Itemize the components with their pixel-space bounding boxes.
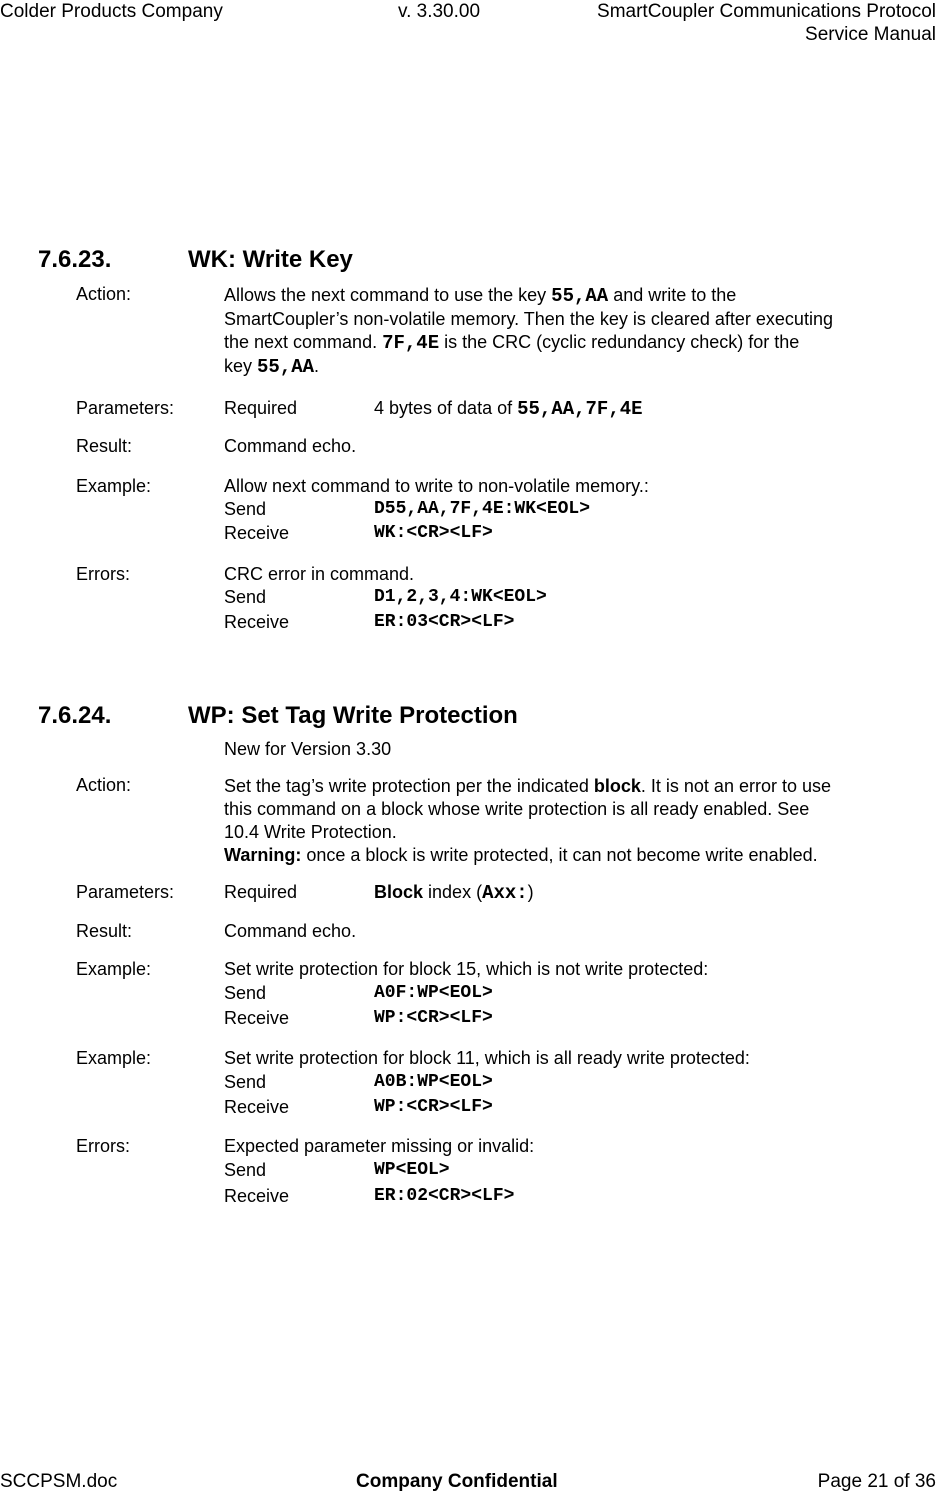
- wk-example-text: Allow next command to write to non-volatile memory.:: [224, 476, 649, 496]
- wp-example2-send-label: Send: [224, 1072, 267, 1092]
- wp-action-text: Set the tag’s write protection per the indicated block. It is not an error to use this command on a block whose write protection is all ready enabled. See 10.4 Write Protection. Warning: once a block is write protected, it can not become write enabled.: [224, 776, 831, 865]
- footer-filename: SCCPSM.doc: [0, 1471, 118, 1492]
- wp-example1-receive: WP:<CR><LF>: [374, 1008, 493, 1028]
- wp-example1-receive-label: Receive: [224, 1008, 290, 1028]
- wp-example1-send: A0F:WP<EOL>: [374, 983, 493, 1003]
- wp-warning-label: Warning:: [224, 845, 302, 865]
- wk-params-text: 4 bytes of data of 55,AA,7F,4E: [374, 398, 643, 420]
- section-number-wk: 7.6.23.: [38, 246, 112, 273]
- wp-params-required: Required: [224, 882, 298, 902]
- wk-errors-receive-label: Receive: [224, 612, 290, 632]
- wk-errors-send-label: Send: [224, 587, 267, 607]
- wp-example2-send: A0B:WP<EOL>: [374, 1072, 493, 1092]
- wk-params-data: 55,AA,7F,4E: [517, 398, 643, 420]
- footer-confidential: Company Confidential: [356, 1471, 558, 1492]
- wp-params-label: Parameters:: [76, 882, 175, 902]
- wp-errors-receive-label: Receive: [224, 1186, 290, 1206]
- wk-errors-text: CRC error in command.: [224, 564, 415, 584]
- wp-example1-label: Example:: [76, 959, 152, 979]
- wp-errors-send: WP<EOL>: [374, 1160, 450, 1180]
- wk-errors-receive: ER:03<CR><LF>: [374, 612, 515, 632]
- section-title-wk: WK: Write Key: [188, 246, 353, 273]
- wp-result-text: Command echo.: [224, 921, 357, 941]
- wp-errors-label: Errors:: [76, 1136, 130, 1156]
- wp-example2-receive: WP:<CR><LF>: [374, 1097, 493, 1117]
- wk-example-receive: WK:<CR><LF>: [374, 523, 493, 543]
- header-company: Colder Products Company: [0, 1, 223, 22]
- section-title-wp: WP: Set Tag Write Protection: [188, 702, 518, 729]
- wk-example-receive-label: Receive: [224, 523, 290, 543]
- wp-example1-send-label: Send: [224, 983, 267, 1003]
- header-title: [597, 0, 936, 46]
- wk-example-send-label: Send: [224, 499, 267, 519]
- wp-errors-send-label: Send: [224, 1160, 267, 1180]
- wp-params-text: Block index (Axx:): [374, 882, 534, 904]
- wk-example-send: D55,AA,7F,4E:WK<EOL>: [374, 499, 591, 519]
- wp-errors-receive: ER:02<CR><LF>: [374, 1186, 515, 1206]
- wk-example-label: Example:: [76, 476, 152, 496]
- wk-params-label: Parameters:: [76, 398, 175, 418]
- wk-action-crc: 7F,4E: [382, 332, 440, 354]
- wk-action-key: 55,AA: [551, 285, 609, 307]
- header-title-line1: SmartCoupler Communications Protocol: [597, 1, 936, 22]
- wp-errors-text: Expected parameter missing or invalid:: [224, 1136, 535, 1156]
- wk-action-text: Allows the next command to use the key 55,AA and write to the SmartCoupler’s non-volatile memory. Then the key is cleared after executing the next command. 7F,4E is the CRC (cyclic redundancy check) for the key 55,AA.: [224, 285, 833, 378]
- wk-result-text: Command echo.: [224, 436, 357, 456]
- wk-result-label: Result:: [76, 436, 133, 456]
- wp-example2-text: Set write protection for block 11, which is all ready write protected:: [224, 1048, 750, 1068]
- wk-errors-send: D1,2,3,4:WK<EOL>: [374, 587, 547, 607]
- wp-example1-text: Set write protection for block 15, which is not write protected:: [224, 959, 709, 979]
- wp-example2-label: Example:: [76, 1048, 152, 1068]
- wk-action-key-2: 55,AA: [257, 356, 315, 378]
- wp-action-label: Action:: [76, 775, 132, 795]
- wp-action-block: block: [593, 776, 641, 796]
- section-number-wp: 7.6.24.: [38, 702, 112, 729]
- header-title-line2: Service Manual: [805, 24, 936, 45]
- wp-result-label: Result:: [76, 921, 133, 941]
- footer-page: Page 21 of 36: [817, 1471, 936, 1492]
- header-version: v. 3.30.00: [398, 1, 481, 22]
- wk-params-required: Required: [224, 398, 298, 418]
- wp-new-version: New for Version 3.30: [224, 739, 392, 759]
- wp-params-code: Axx:: [482, 882, 528, 904]
- wk-action-label: Action:: [76, 284, 132, 304]
- wp-example2-receive-label: Receive: [224, 1097, 290, 1117]
- wk-errors-label: Errors:: [76, 564, 130, 584]
